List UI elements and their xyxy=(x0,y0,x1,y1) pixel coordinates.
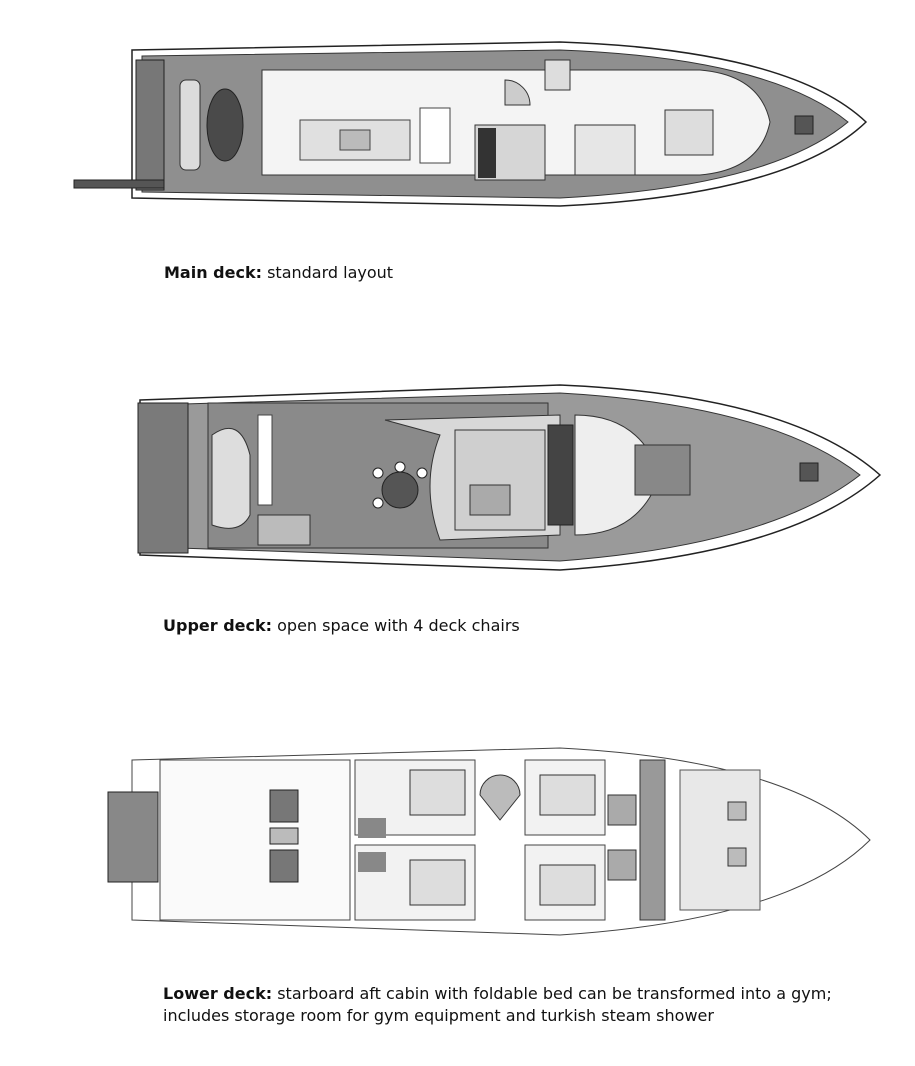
lower-deck-caption xyxy=(163,983,863,1027)
lower-deck-label: Lower deck: xyxy=(163,984,273,1003)
tender-garage xyxy=(108,792,158,882)
main-deck-description: standard layout xyxy=(267,263,394,282)
tender-boat xyxy=(212,428,250,528)
main-deck-drawing xyxy=(0,30,915,220)
deck-chair-2 xyxy=(395,462,405,472)
deck-chair-4 xyxy=(373,498,383,508)
deck-chair-3 xyxy=(417,468,427,478)
upper-deck-label: Upper deck: xyxy=(163,616,273,635)
upper-deck-drawing xyxy=(0,375,915,580)
master-bed xyxy=(665,110,713,155)
deck-chair-1 xyxy=(373,468,383,478)
helm-station xyxy=(548,425,573,525)
upper-deck-caption xyxy=(163,615,520,637)
engine-room xyxy=(160,760,350,920)
main-deck-caption xyxy=(164,262,393,284)
upper-deck-plan xyxy=(0,375,915,580)
lower-deck-plan xyxy=(0,740,915,945)
lower-deck-description: starboard aft cabin with foldable bed can be transformed into a gym; includes storage room for gym equipment and turkish steam shower xyxy=(163,984,832,1025)
upper-deck-description: open space with 4 deck chairs xyxy=(277,616,520,635)
main-deck-plan xyxy=(0,30,915,220)
lower-deck-drawing xyxy=(0,740,915,945)
dining-table xyxy=(420,108,450,163)
aft-dining-table xyxy=(207,89,243,161)
main-deck-label: Main deck: xyxy=(164,263,262,282)
upper-round-table xyxy=(382,472,418,508)
